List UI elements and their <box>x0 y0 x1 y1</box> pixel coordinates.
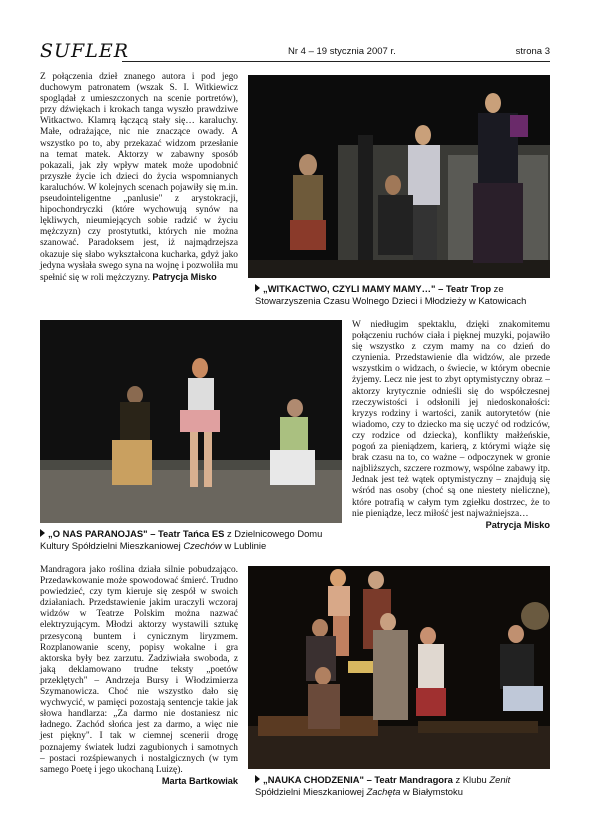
nauka-chodzenia-stage-photo <box>248 566 550 769</box>
caption-arrow-icon <box>255 775 260 783</box>
page-header <box>40 40 550 64</box>
caption-3-italic: Zenit <box>489 774 511 785</box>
caption-paranojas <box>40 528 342 551</box>
o-nas-paranojas-dance-photo <box>40 320 342 523</box>
magazine-logo: SUFLER <box>40 40 130 62</box>
caption-2-title: „O NAS PARANOJAS" – Teatr Tańca ES <box>48 528 225 539</box>
witkactwo-stage-photo <box>248 75 550 278</box>
caption-2-end: w Lublinie <box>224 539 267 551</box>
caption-arrow-icon <box>255 284 260 292</box>
article-2-body: W niedługim spektaklu, dzięki znakomitemu połączeniu ruchów ciała i pięknej muzyki, pojawiło się wszystko z czym mamy na co dzień do czynienia. Przedstawienie dla widzów, ale przede wszystkim o widzach, o świecie, w którym obecnie żyjemy. Lecz nie jest to zbyt optymistyczny obraz – aktorzy krytycznie odnieśli się do współczesnej rzeczywistości i odsłonili jej niedoskonałości: kryzys rodziny i wartości, zanik autorytetów (nie wiadomo, czy to dziecko ma się uczyć od rodziców, czy rodzice od dziecka), konflikty małżeńskie, pogoń za pieniądzem, karierą, z którymi wiąże się brak czasu na to, co ważne – odpoczynek w gronie najbliższych, szczere rozmowy, wspólne zabawy itp. Jednak jest też wątek optymistyczny – znajdują się wśród nas osoby (choć są one niestety nieliczne), które potrafią w całym tym zgiełku dostrzec, że to nie pieniądze, lecz miłość jest najważniejsza… <box>352 320 550 519</box>
photo-nauka-chodzenia <box>248 566 550 769</box>
caption-1-title: „WITKACTWO, CZYLI MAMY MAMY…" – Teatr Trop <box>263 283 492 294</box>
article-2-text <box>352 320 550 531</box>
article-3-body: Mandragora jako roślina działa silnie pobudzająco. Przedawkowanie może spowodować śmierć. Trudno powiedzieć, czy tym kieruje się zespół w swoich działaniach. Przedstawienie jakim uraczyli wczoraj widzów w Teatrze Polskim można nazwać elektryzującym. Młodzi aktorzy wystawili sztukę przesyconą buntem i cynicznym liryzmem. Rozplanowanie sceny, popisy wokalne i gra aktorska były bez zarzutu. Zadziwiała swoboda, z jaką deklamowano trudne teksty „poetów przeklętych" – Andrzeja Bursy i Włodzimierza Szymanowicza. Choć nie wszystko dało się wychwycić, w pamięci pozostają sentencje takie jak słowa handlarza: „Za darmo nie dostaniesz nic ładnego. Zachód słońca jest za darmo, a więc nie jest piękny". I tak w ciemnej scenerii drogę poznajemy światek ludzi zagubionych i samotnych – postaci rozśpiewanych i nostalgicznych (w tym samego Poetę i jego ukochaną Luizę). <box>40 565 238 775</box>
caption-1-rest: ze Stowarzyszenia Czasu Wolnego Dzieci i Młodzieży w Katowicach <box>255 283 527 306</box>
caption-nauka-chodzenia <box>255 774 553 797</box>
article-1-body: Z połączenia dzieł znanego autora i pod jego duchowym patronatem (wszak S. I. Witkiewicz spoglądał z umieszczonych na scenie portretów), przy dźwiękach i krokach tanga wyszło prawdziwe Witkactwo. Klamrą łączącą stały się… karaluchy. Małe, odrażające, nic nie znaczące owady. A wszystko po to, aby przekazać widzom przesłanie na temat matek. Aktorzy w zabawny sposób pokazali, jak zły wpływ matek może upodobnić przyszłe życie ich dzieci do życia wspomnianych karaluchów. W kolejnych scenach pojawiły się m.in. pseudointeligentne „panlusie" z arystokracji, hipochondryczki (które wychowują synów na lękliwych, nieumiejących sobie radzić w życiu mężczyzn) czy prostytutki, których nie można szanować. Paradoksem jest, iż najmądrzejsza okazuje się słabo wykształcona kucharka, gdyż jako jedyna wysłała swego syna na wojnę i pozwoliła mu spełnić się w roli mężczyzny. <box>40 72 238 283</box>
article-3-author: Marta Bartkowiak <box>161 775 238 786</box>
caption-3-end: w Białymstoku <box>403 785 463 797</box>
caption-3-italic2: Zachęta <box>366 785 401 797</box>
caption-3-title: „NAUKA CHODZENIA" – Teatr Mandragora <box>263 774 453 785</box>
article-1-author: Patrycja Misko <box>152 271 217 282</box>
caption-2-rest: z Dzielnicowego Domu Kultury Spółdzielni Mieszkaniowej <box>40 528 323 551</box>
caption-3-rest2: Spółdzielni Mieszkaniowej <box>255 785 364 797</box>
article-3-text <box>40 565 238 787</box>
article-2-author: Patrycja Misko <box>485 519 550 530</box>
caption-2-italic: Czechów <box>183 539 222 551</box>
photo-paranojas <box>40 320 342 523</box>
page-number: strona 3 <box>515 46 550 57</box>
article-1-text <box>40 72 238 284</box>
photo-witkactwo <box>248 75 550 278</box>
caption-arrow-icon <box>40 529 45 537</box>
caption-witkactwo <box>255 283 553 306</box>
caption-3-rest: z Klubu <box>455 774 487 785</box>
issue-info: Nr 4 – 19 stycznia 2007 r. <box>288 46 396 57</box>
header-rule <box>122 61 550 62</box>
